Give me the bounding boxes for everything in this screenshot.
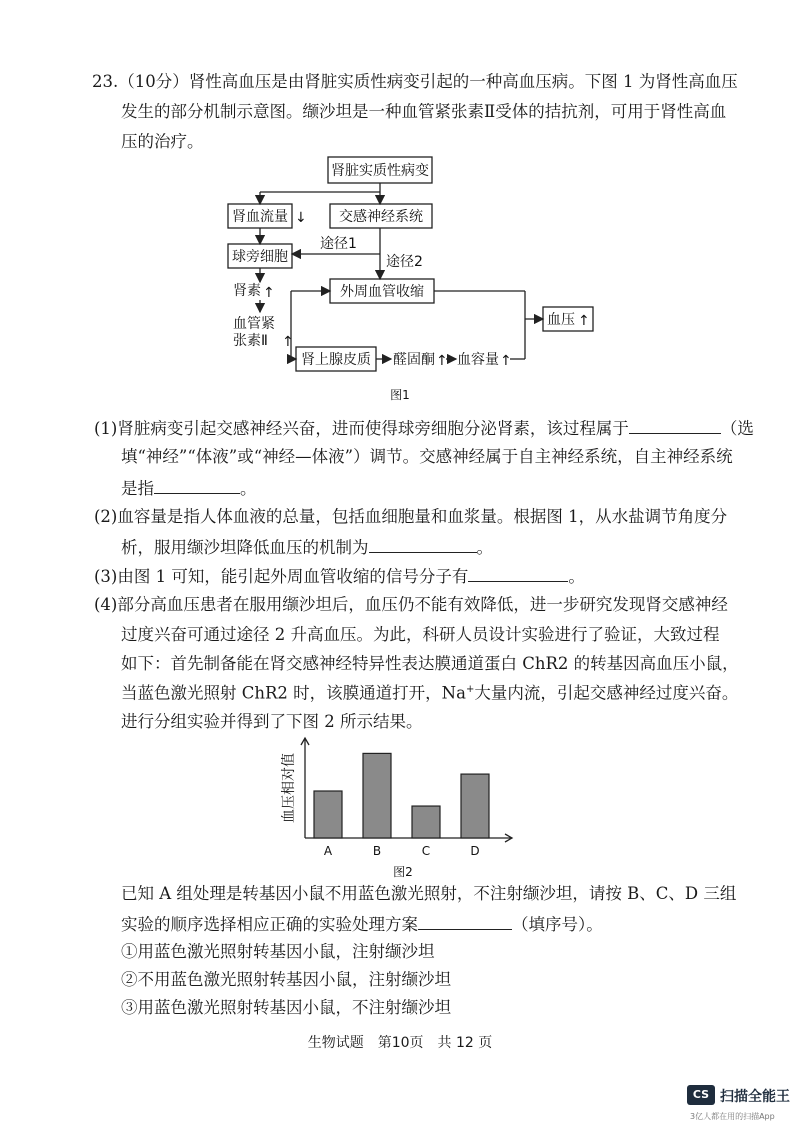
after-chart-text-b: （填序号）。 [512, 915, 603, 934]
node-blood-flow-label: 肾血流量 [232, 209, 288, 225]
question-score: （10分） [118, 72, 189, 91]
y-axis-label: 血压相对值 [281, 753, 297, 823]
after-chart-text-a: 实验的顺序选择相应正确的实验处理方案 [121, 915, 418, 934]
sub1-text-d: 。 [240, 479, 257, 498]
arrow-up-angiotensin: ↑ [282, 334, 294, 350]
node-kidney-lesion-label: 肾脏实质性病变 [331, 163, 429, 179]
option-3: ③用蓝色激光照射转基因小鼠，不注射缬沙坦 [121, 998, 451, 1017]
sub1-line-2: 填“神经”“体液”或“神经—体液”）调节。交感神经属于自主神经系统，自主神经系统 [121, 447, 733, 466]
node-sympathetic-label: 交感神经系统 [339, 209, 423, 225]
sub4-line-3: 如下：首先制备能在肾交感神经特异性表达膜通道蛋白 ChR2 的转基因高血压小鼠， [121, 654, 739, 673]
path-2-label: 途径2 [386, 254, 423, 270]
sub1-text-c: 是指 [121, 479, 154, 498]
figure-2-caption: 图2 [393, 865, 413, 879]
sub4-text-a: 当蓝色激光照射 ChR2 时，该膜通道打开，Na [121, 683, 466, 703]
option-2: ②不用蓝色激光照射转基因小鼠，注射缬沙坦 [121, 970, 451, 989]
node-vasoconstriction-label: 外周血管收缩 [340, 284, 424, 300]
sub2-text-b: 。 [476, 538, 493, 557]
sub2-line-1: (2)血容量是指人体血液的总量，包括血细胞量和血浆量。根据图 1，从水盐调节角度分 [94, 507, 728, 526]
node-aldosterone-label: 醛固酮 [393, 352, 435, 368]
arrow-down-blood-flow: ↓ [295, 210, 307, 226]
sub4-line-1: (4)部分高血压患者在服用缬沙坦后，血压仍不能有效降低，进一步研究发现肾交感神经 [94, 595, 728, 614]
arrow-up-aldosterone: ↑ [436, 353, 448, 369]
arrow-up-bp: ↑ [578, 313, 590, 329]
sub3-text-a: (3)由图 1 可知，能引起外周血管收缩的信号分子有 [94, 567, 469, 586]
angiotensin-label-1: 血管紧 [233, 316, 275, 332]
scanner-app-tagline: 3亿人都在用的扫描App [690, 1112, 775, 1121]
bar-c [412, 806, 440, 838]
bar-a [314, 791, 342, 838]
x-tick-label-d: D [470, 844, 480, 858]
sub4-text-b: 大量内流，引起交感神经过度兴奋。 [474, 683, 739, 703]
scanner-logo-icon: CS [687, 1085, 715, 1105]
sub1-text-b: （选 [720, 419, 754, 438]
question-number: 23. [92, 72, 119, 91]
node-adrenal-label: 肾上腺皮质 [301, 352, 371, 368]
sub3-text-b: 。 [568, 567, 585, 586]
sub4-line-5: 进行分组实验并得到了下图 2 所示结果。 [121, 712, 423, 731]
after-chart-line-2 [121, 915, 603, 934]
bar-b [363, 753, 391, 838]
path-1-label: 途径1 [320, 236, 357, 252]
sodium-charge: + [465, 684, 475, 695]
after-chart-line-1: 已知 A 组处理是转基因小鼠不用蓝色激光照射，不注射缬沙坦，请按 B、C、D 三组 [121, 884, 737, 903]
figure-1-caption: 图1 [390, 388, 410, 402]
x-tick-label-a: A [323, 844, 333, 858]
question-intro-2: 发生的部分机制示意图。缬沙坦是一种血管紧张素Ⅱ受体的拮抗剂，可用于肾性高血 [121, 102, 727, 121]
x-tick-label-b: B [372, 844, 382, 858]
answer-blank-5[interactable] [418, 915, 512, 930]
sub1-text-a: (1)肾脏病变引起交感神经兴奋，进而使得球旁细胞分泌肾素，该过程属于 [94, 419, 629, 438]
node-jg-cells-label: 球旁细胞 [232, 249, 288, 265]
question-intro-1: 肾性高血压是由肾脏实质性病变引起的一种高血压病。下图 1 为肾性高血压 [188, 72, 738, 91]
x-tick-label-c: C [421, 844, 431, 858]
node-blood-pressure-label: 血压 [547, 312, 575, 328]
sub4-line-2: 过度兴奋可通过途径 2 升高血压。为此，科研人员设计实验进行了验证，大致过程 [121, 625, 720, 644]
bar-d [461, 774, 489, 838]
angiotensin-label-2: 张素Ⅱ [233, 333, 268, 349]
renin-label: 肾素 [233, 283, 261, 299]
option-1: ①用蓝色激光照射转基因小鼠，注射缬沙坦 [121, 942, 435, 961]
question-intro-3: 压的治疗。 [121, 132, 204, 151]
node-volume-label: 血容量 [457, 352, 499, 368]
arrow-up-renin: ↑ [263, 285, 275, 301]
scanner-app-name: 扫描全能王 [720, 1089, 790, 1105]
page-footer: 生物试题 第10页 共 12 页 [307, 1035, 493, 1051]
arrow-up-volume: ↑ [500, 353, 512, 369]
sub2-text-a: 析，服用缬沙坦降低血压的机制为 [121, 538, 369, 557]
